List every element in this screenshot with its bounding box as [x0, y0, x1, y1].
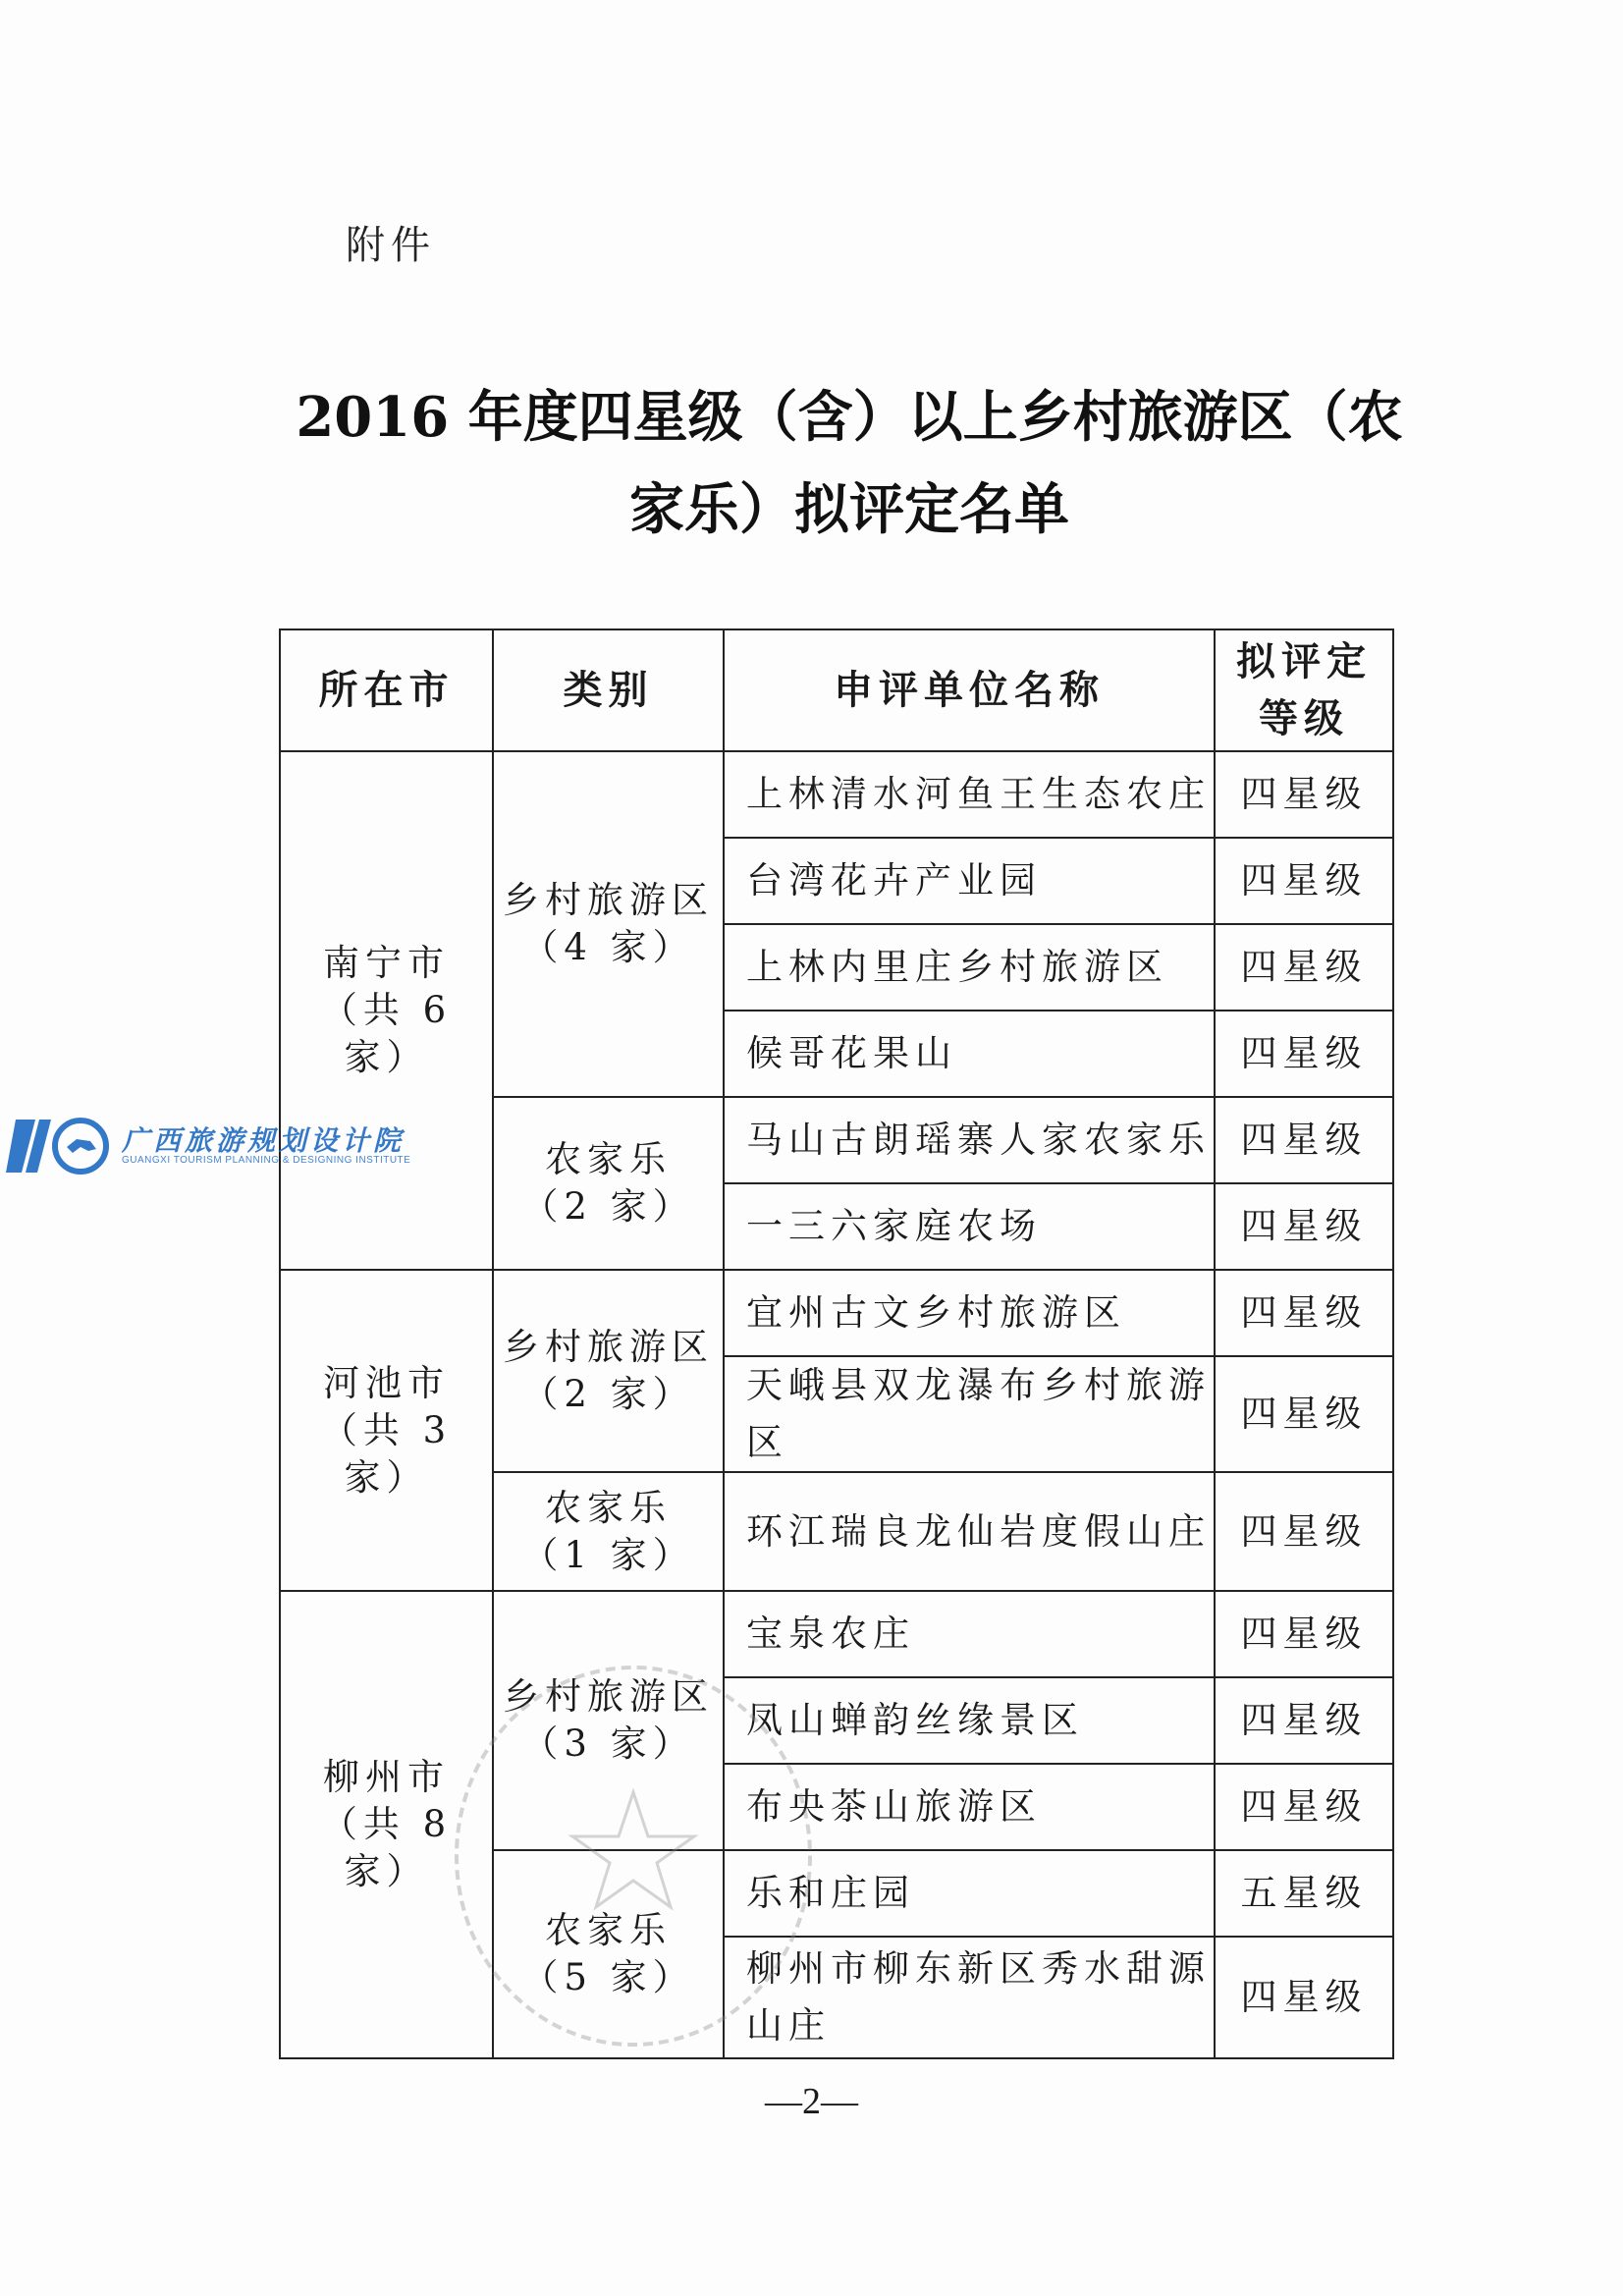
header-category: 类别	[493, 629, 724, 751]
grade-cell: 四星级	[1215, 1677, 1393, 1764]
category-cell	[493, 1850, 724, 2058]
grade-cell: 四星级	[1215, 1591, 1393, 1677]
city-name: 南宁市	[323, 942, 450, 984]
grade-cell: 四星级	[1215, 1270, 1393, 1356]
rating-list-table	[279, 629, 1394, 2059]
unit-name-cell: 环江瑞良龙仙岩度假山庄	[724, 1472, 1215, 1591]
grade-cell: 四星级	[1215, 1937, 1393, 2058]
grade-cell: 四星级	[1215, 1183, 1393, 1270]
watermark-name: 广西旅游规划设计院	[122, 1124, 406, 1157]
city-total: （共 3 家）	[320, 1408, 453, 1499]
grade-cell: 四星级	[1215, 1356, 1393, 1472]
title-line-1: 2016 年度四星级（含）以上乡村旅游区（农	[296, 385, 1403, 450]
unit-name-cell: 乐和庄园	[724, 1850, 1215, 1937]
header-unit-name: 申评单位名称	[724, 629, 1215, 751]
unit-name-cell: 布央茶山旅游区	[724, 1764, 1215, 1850]
unit-name-cell: 一三六家庭农场	[724, 1183, 1215, 1270]
table-row	[280, 1591, 1393, 1677]
category-name: 农家乐	[545, 1486, 672, 1529]
category-cell	[493, 1591, 724, 1850]
category-name: 乡村旅游区	[503, 1675, 714, 1718]
unit-name-cell: 马山古朗瑶寨人家农家乐	[724, 1097, 1215, 1183]
category-name: 乡村旅游区	[503, 1326, 714, 1368]
category-count: （2 家）	[521, 1185, 695, 1228]
category-name: 乡村旅游区	[503, 879, 714, 921]
category-count: （5 家）	[521, 1956, 695, 1998]
page-number: —2—	[765, 2081, 858, 2122]
header-city: 所在市	[280, 629, 493, 751]
grade-cell: 四星级	[1215, 1472, 1393, 1591]
institute-watermark	[6, 1118, 428, 1175]
watermark-english: GUANGXI TOURISM PLANNING & DESIGNING INSTITUTE	[122, 1155, 411, 1166]
category-count: （2 家）	[521, 1373, 695, 1415]
category-count: （1 家）	[521, 1533, 695, 1576]
city-cell	[280, 751, 493, 1270]
attachment-label: 附件	[346, 223, 436, 268]
category-cell	[493, 1097, 724, 1270]
grade-cell: 四星级	[1215, 1764, 1393, 1850]
grade-cell: 五星级	[1215, 1850, 1393, 1937]
title-line-2: 家乐）拟评定名单	[629, 477, 1069, 542]
grade-cell: 四星级	[1215, 1097, 1393, 1183]
category-name: 农家乐	[545, 1138, 672, 1180]
unit-name-cell: 宜州古文乡村旅游区	[724, 1270, 1215, 1356]
unit-name-cell: 柳州市柳东新区秀水甜源山庄	[724, 1937, 1215, 2058]
category-count: （3 家）	[521, 1722, 695, 1765]
institute-logo-icon	[6, 1118, 116, 1175]
grade-cell: 四星级	[1215, 751, 1393, 838]
city-cell	[280, 1591, 493, 2058]
unit-name-cell: 凤山蝉韵丝缘景区	[724, 1677, 1215, 1764]
city-total: （共 8 家）	[320, 1803, 453, 1892]
city-name: 柳州市	[323, 1756, 450, 1798]
table-header-row	[280, 629, 1393, 751]
grade-cell: 四星级	[1215, 1011, 1393, 1097]
city-name: 河池市	[323, 1361, 450, 1404]
unit-name-cell: 候哥花果山	[724, 1011, 1215, 1097]
document-title	[295, 371, 1404, 556]
category-cell	[493, 751, 724, 1097]
header-grade-line-1: 拟评定	[1236, 638, 1372, 684]
grade-cell: 四星级	[1215, 838, 1393, 924]
table-row	[280, 1270, 1393, 1356]
unit-name-cell: 天峨县双龙瀑布乡村旅游区	[724, 1356, 1215, 1472]
header-grade-line-2: 等级	[1259, 695, 1349, 741]
category-count: （4 家）	[521, 926, 695, 968]
city-total: （共 6 家）	[320, 989, 453, 1078]
table-row	[280, 751, 1393, 838]
unit-name-cell: 上林清水河鱼王生态农庄	[724, 751, 1215, 838]
unit-name-cell: 台湾花卉产业园	[724, 838, 1215, 924]
category-cell	[493, 1472, 724, 1591]
city-cell	[280, 1270, 493, 1591]
grade-cell: 四星级	[1215, 924, 1393, 1011]
category-cell	[493, 1270, 724, 1472]
unit-name-cell: 宝泉农庄	[724, 1591, 1215, 1677]
category-name: 农家乐	[545, 1909, 672, 1951]
unit-name-cell: 上林内里庄乡村旅游区	[724, 924, 1215, 1011]
header-grade	[1215, 629, 1393, 751]
